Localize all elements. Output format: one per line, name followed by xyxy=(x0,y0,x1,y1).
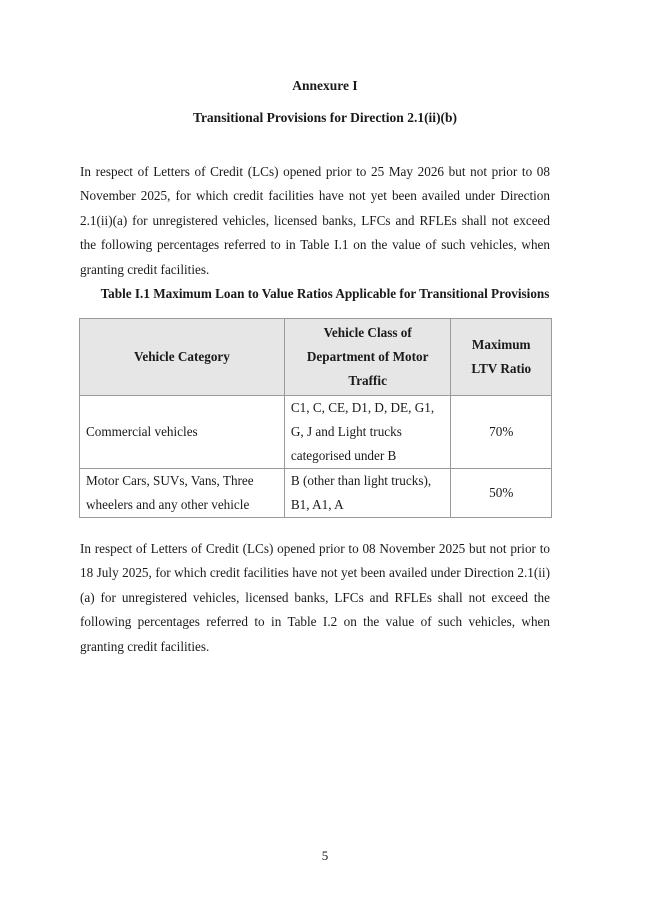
table-header-row xyxy=(80,319,552,396)
table-cell: B (other than light trucks), B1, A1, A xyxy=(284,469,451,518)
table-cell: Commercial vehicles xyxy=(80,396,285,469)
table-cell: C1, C, CE, D1, D, DE, G1, G, J and Light trucks categorised under B xyxy=(284,396,451,469)
ltv-table xyxy=(79,318,552,518)
table-title: Table I.1 Maximum Loan to Value Ratios Applicable for Transitional Provisions xyxy=(100,286,550,301)
column-header-vehicle-category: Vehicle Category xyxy=(80,319,285,396)
table-cell: Motor Cars, SUVs, Vans, Three wheelers and any other vehicle xyxy=(80,469,285,518)
column-header-vehicle-class: Vehicle Class of Department of Motor Traffic xyxy=(284,319,451,396)
paragraph-1: In respect of Letters of Credit (LCs) opened prior to 25 May 2026 but not prior to 08 November 2025, for which credit facilities have not yet been availed under Direction 2.1(ii)(a) for unregistered vehicles, licensed banks, LFCs and RFLEs shall not exceed the following percentages referred to in Table I.1 on the value of such vehicles, when granting credit facilities. xyxy=(80,164,550,277)
column-header-max-ltv: Maximum LTV Ratio xyxy=(451,319,552,396)
page-number: 5 xyxy=(321,848,329,863)
paragraph-2: In respect of Letters of Credit (LCs) opened prior to 08 November 2025 but not prior to 18 July 2025, for which credit facilities have not yet been availed under Direction 2.1(ii)(a) for unregistered vehicles, licensed banks, LFCs and RFLEs shall not exceed the following percentages referred to in Table I.2 on the value of such vehicles, when granting credit facilities. xyxy=(80,541,550,654)
table-row xyxy=(80,396,552,469)
table-cell: 50% xyxy=(451,469,552,518)
table-cell: 70% xyxy=(451,396,552,469)
table-row xyxy=(80,469,552,518)
annexure-title: Annexure I xyxy=(292,78,358,93)
section-title: Transitional Provisions for Direction 2.1(ii)(b) xyxy=(192,110,458,125)
